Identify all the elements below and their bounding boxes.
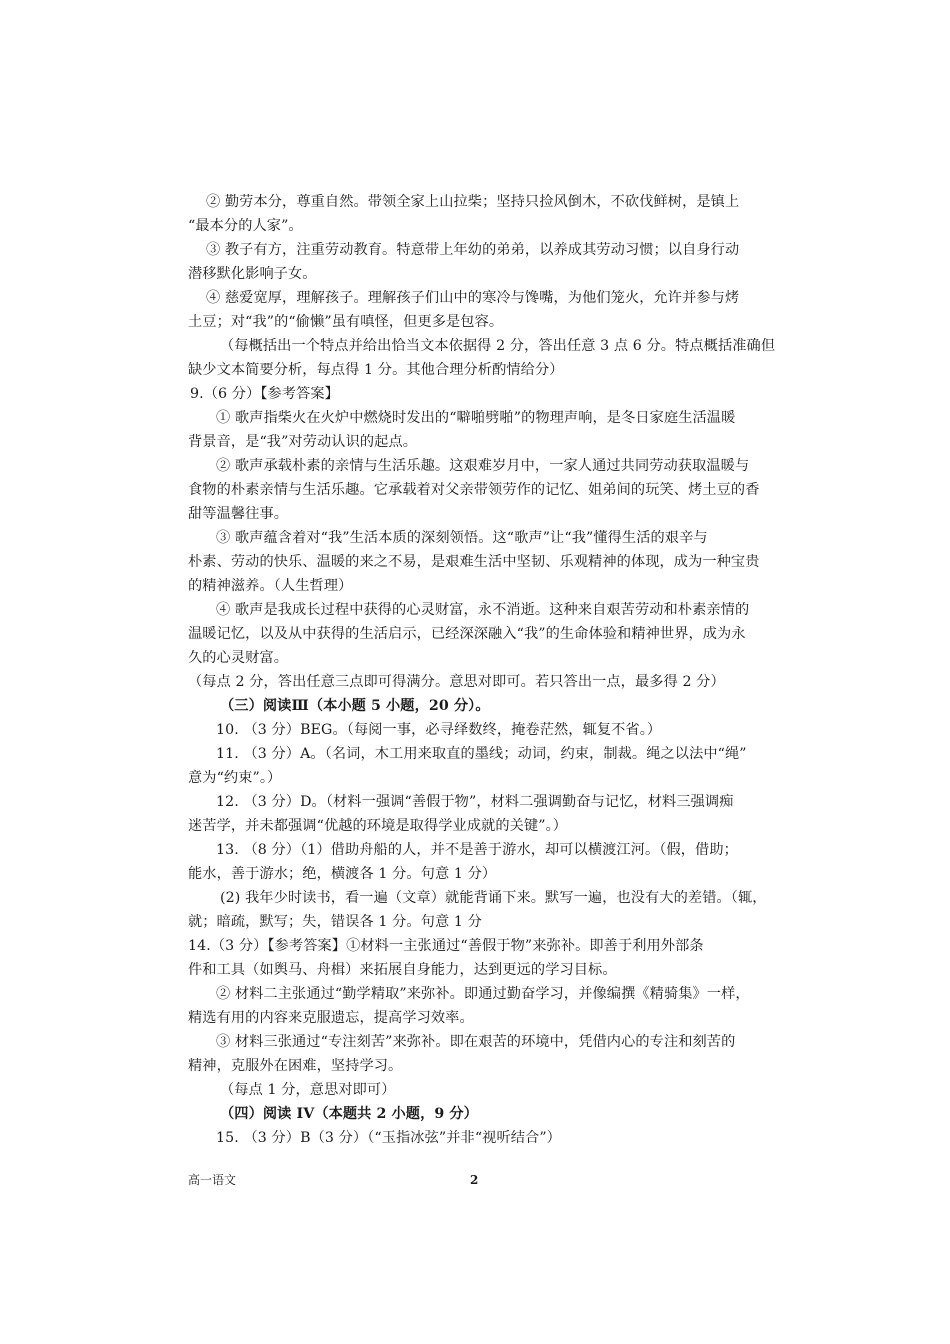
text-line: 朴素、劳动的快乐、温暖的来之不易，是艰难生活中坚韧、乐观精神的体现，成为一种宝贵: [188, 554, 760, 570]
text-line: （每概括出一个特点并给出恰当文本依据得 2 分，答出任意 3 点 6 分。特点概括准确但: [220, 338, 776, 354]
text-line: ④ 歌声是我成长过程中获得的心灵财富，永不消逝。这种来自艰苦劳动和朴素亲情的: [216, 602, 750, 618]
text-line: 精选有用的内容来克服遗忘，提高学习效率。: [188, 1010, 474, 1026]
text-line: 精神，克服外在困难，坚持学习。: [188, 1058, 403, 1074]
text-line: ① 歌声指柴火在火炉中燃烧时发出的“噼啪劈啪”的物理声响，是冬日家庭生活温暖: [216, 410, 736, 426]
text-line: （四）阅读 IV（本题共 2 小题，9 分）: [220, 1106, 478, 1122]
text-line: (2) 我年少时读书，看一遍（文章）就能背诵下来。默写一遍，也没有大的差错。（辄，: [220, 890, 767, 906]
text-line: 11. （3 分）A。（名词，木工用来取直的墨线；动词，约束，制裁。绳之以法中“绳”: [216, 746, 747, 762]
text-line: 13. （8 分）（1）借助舟船的人，并不是善于游水，却可以横渡江河。（假，借助；: [216, 842, 738, 858]
footer-page-number: 2: [470, 1173, 479, 1187]
text-line: 久的心灵财富。: [188, 650, 289, 666]
text-line: 10. （3 分）BEG。（每阅一事，必寻绎数终，掩卷茫然，辄复不省。）: [216, 722, 662, 738]
text-line: 甜等温馨往事。: [188, 506, 289, 522]
text-line: （三）阅读Ⅲ（本小题 5 小题，20 分）。: [220, 698, 490, 714]
text-line: 的精神滋养。（人生哲理）: [188, 578, 353, 594]
text-line: 迷苦学，并未都强调“优越的环境是取得学业成就的关键”。）: [188, 818, 568, 834]
text-line: ③ 教子有方，注重劳动教育。特意带上年幼的弟弟，以养成其劳动习惯；以自身行动: [206, 242, 740, 258]
text-line: 就；暗疏，默写；失，错误各 1 分。句意 1 分: [188, 914, 482, 930]
text-line: 背景音，是“我”对劳动认识的起点。: [188, 434, 418, 450]
text-line: （每点 2 分，答出任意三点即可得满分。意思对即可。若只答出一点，最多得 2 分）: [188, 674, 725, 690]
text-line: （每点 1 分，意思对即可）: [220, 1082, 396, 1098]
text-line: 15. （3 分）B（3 分）（“玉指冰弦”并非“视听结合”）: [216, 1130, 561, 1146]
text-line: ③ 材料三张通过“专注刻苦”来弥补。即在艰苦的环境中，凭借内心的专注和刻苦的: [216, 1034, 736, 1050]
text-line: 能水，善于游水；绝，横渡各 1 分。句意 1 分）: [188, 866, 497, 882]
text-line: 缺少文本简要分析，每点得 1 分。其他合理分析酌情给分）: [188, 362, 564, 378]
text-line: 件和工具（如舆马、舟楫）来拓展自身能力，达到更远的学习目标。: [188, 962, 617, 978]
text-line: 土豆；对“我”的“偷懒”虽有嗔怪，但更多是包容。: [188, 314, 504, 330]
text-line: 温暖记忆，以及从中获得的生活启示，已经深深融入“我”的生命体验和精神世界，成为永: [188, 626, 746, 642]
text-line: 意为“约束”。）: [188, 770, 282, 786]
text-line: ③ 歌声蕴含着对“我”生活本质的深刻领悟。这“歌声”让“我”懂得生活的艰辛与: [216, 530, 708, 546]
text-line: “最本分的人家”。: [188, 218, 303, 234]
text-line: 12. （3 分）D。（材料一强调“善假于物”，材料二强调勤奋与记忆，材料三强调痴: [216, 794, 734, 810]
text-line: 9.（6 分）【参考答案】: [190, 386, 339, 402]
text-line: ② 歌声承载朴素的亲情与生活乐趣。这艰难岁月中，一家人通过共同劳动获取温暖与: [216, 458, 750, 474]
text-line: 14.（3 分）【参考答案】①材料一主张通过“善假于物”来弥补。即善于利用外部条: [188, 938, 704, 954]
text-line: 潜移默化影响子女。: [188, 266, 317, 282]
footer-subject: 高一语文: [188, 1173, 237, 1187]
text-line: ④ 慈爱宽厚，理解孩子。理解孩子们山中的寒冷与馋嘴，为他们笼火，允许并参与烤: [206, 290, 740, 306]
text-line: 食物的朴素亲情与生活乐趣。它承载着对父亲带领劳作的记忆、姐弟间的玩笑、烤土豆的香: [188, 482, 760, 498]
text-line: ② 材料二主张通过“勤学精取”来弥补。即通过勤奋学习，并像编撰《精骑集》一样，: [216, 986, 750, 1002]
text-line: ② 勤劳本分，尊重自然。带领全家上山拉柴；坚持只捡风倒木，不砍伐鲜树，是镇上: [206, 194, 740, 210]
